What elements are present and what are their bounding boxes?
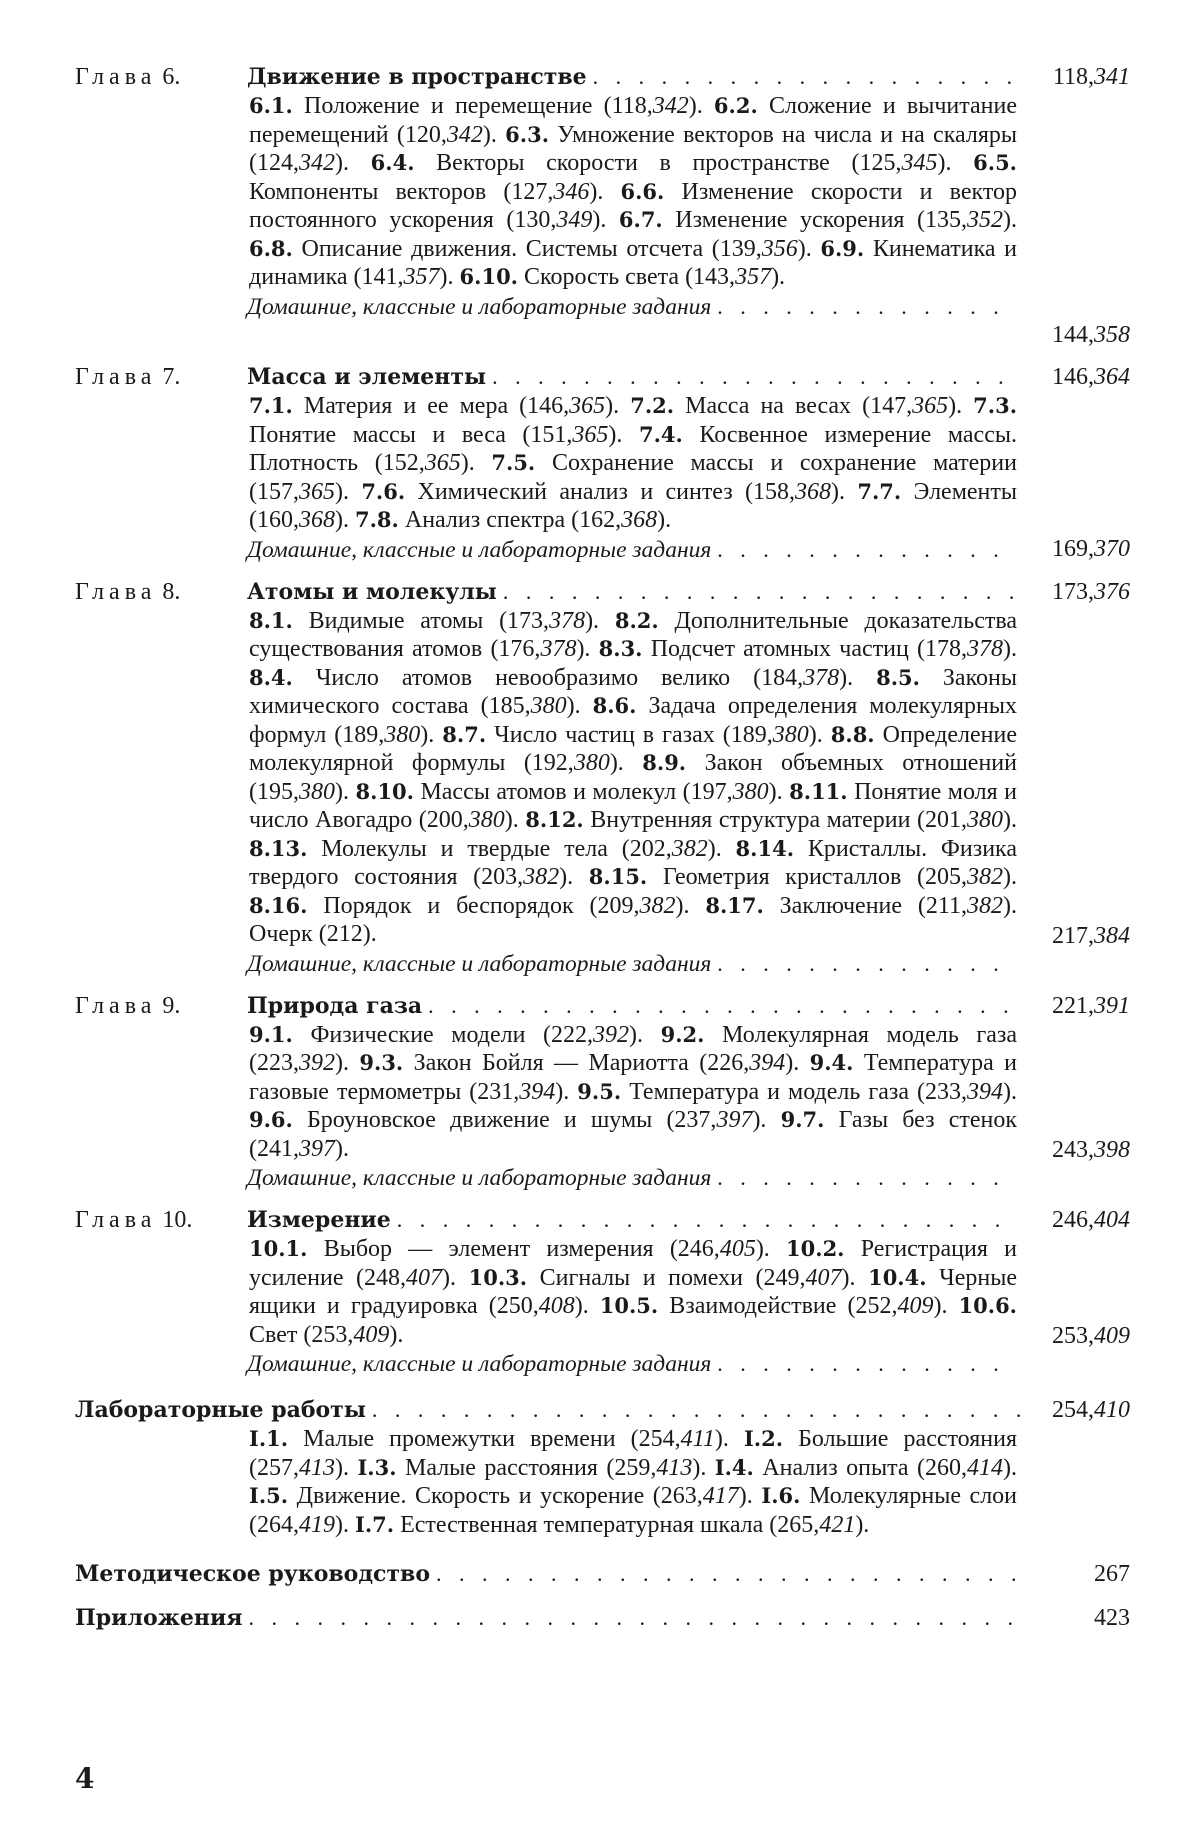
chapter-word: Глава	[75, 64, 157, 90]
homework-pages: 169,370	[1052, 536, 1130, 562]
chapter-word: Глава	[75, 578, 157, 605]
lab-works-section	[75, 1395, 1130, 1539]
leader-dots	[717, 1349, 1017, 1379]
chapter-pages: 221,391	[1052, 992, 1130, 1019]
table-of-contents	[75, 62, 1130, 1633]
lab-works-pages: 254,410	[1052, 1397, 1130, 1423]
chapter-label	[75, 1205, 247, 1235]
chapter-title[interactable]: Измерение	[247, 1207, 391, 1233]
homework-title[interactable]: Домашние, классные и лабораторные задания	[247, 1351, 712, 1377]
chapter-contents: 9.1. Физические модели (222,392). 9.2. Молекулярная модель газа (223,392). 9.3. Закон Бойля — Мариотта (226,394). 9.4. Температура и газовые термометры (231,394). 9.5. Температура и модель газа (233,394). 9.6. Броуновское движение и шумы (237,397). 9.7. Газы без стенок (241,397).	[249, 1021, 1018, 1162]
homework-pages: 144,358	[1052, 322, 1130, 348]
chapter-word: Глава	[75, 1207, 157, 1233]
page-number: 4	[75, 1762, 95, 1795]
homework-pages: 243,398	[1052, 1136, 1130, 1163]
chapter-label	[75, 577, 247, 607]
chapter-number: 6.	[162, 64, 181, 90]
chapter-9	[75, 991, 1130, 1194]
chapter-number: 9.	[162, 992, 181, 1019]
leader-dots	[492, 362, 1017, 392]
lab-works-contents: I.1. Малые промежутки времени (254,411). I.2. Большие расстояния (257,413). I.3. Малые расстояния (259,413). I.4. Анализ опыта (260,414). I.5. Движение. Скорость и ускорение (263,417). I.6. Молекулярные слои (264,419). I.7. Естественная температурная шкала (265,421).	[249, 1426, 1018, 1538]
appendix-section	[75, 1603, 1130, 1633]
chapter-contents: 10.1. Выбор — элемент измерения (246,405). 10.2. Регистрация и усиление (248,407). 10.3. Сигналы и помехи (249,407). 10.4. Черные ящики и градуировка (250,408). 10.5. Взаимодействие (252,409). 10.6. Свет (253,409).	[249, 1236, 1017, 1348]
homework-title[interactable]: Домашние, классные и лабораторные задания	[247, 1165, 712, 1191]
leader-dots	[717, 292, 1017, 322]
method-section	[75, 1559, 1130, 1589]
chapter-contents: 8.1. Видимые атомы (173,378). 8.2. Дополнительные доказательства существования атомов (176,378). 8.3. Подсчет атомных частиц (178,378). 8.4. Число атомов невообразимо велико (184,378). 8.5. Законы химического состава (185,380). 8.6. Задача определения молекулярных формул (189,380). 8.7. Число частиц в газах (189,380). 8.8. Определение молекулярной формулы (192,380). 8.9. Закон объемных отношений (195,380). 8.10. Массы атомов и молекул (197,380). 8.11. Понятие моля и число Авогадро (200,380). 8.12. Внутренняя структура материи (201,380). 8.13. Молекулы и твердые тела (202,382). 8.14. Кристаллы. Физика твердого состояния (203,382). 8.15. Геометрия кристаллов (205,382). 8.16. Порядок и беспорядок (209,382). 8.17. Заключение (211,382). Очерк (212).	[249, 607, 1018, 947]
chapter-word: Глава	[75, 992, 157, 1019]
chapter-title[interactable]: Движение в пространстве	[247, 64, 587, 90]
chapter-8	[75, 577, 1130, 979]
chapter-pages: 246,404	[1052, 1207, 1130, 1233]
chapter-contents: 6.1. Положение и перемещение (118,342). 6.2. Сложение и вычитание перемещений (120,342). 6.3. Умножение векторов на числа и на скаляры (124,342). 6.4. Векторы скорости в пространстве (125,345). 6.5. Компоненты векторов (127,346). 6.6. Изменение скорости и вектор постоянного ускорения (130,349). 6.7. Изменение ускорения (135,352). 6.8. Описание движения. Системы отсчета (139,356). 6.9. Кинематика и динамика (141,357). 6.10. Скорость света (143,357).	[249, 93, 1018, 290]
leader-dots	[372, 1395, 1020, 1425]
homework-title[interactable]: Домашние, классные и лабораторные задания	[247, 950, 712, 977]
chapter-title[interactable]: Масса и элементы	[247, 364, 487, 390]
homework-title[interactable]: Домашние, классные и лабораторные задания	[247, 536, 712, 563]
chapter-pages: 173,376	[1052, 578, 1130, 605]
chapter-10	[75, 1205, 1130, 1379]
leader-dots	[717, 1163, 1017, 1193]
lab-works-title[interactable]: Лабораторные работы	[75, 1397, 366, 1423]
chapter-label	[75, 62, 247, 92]
chapter-title[interactable]: Природа газа	[247, 992, 423, 1019]
chapter-7	[75, 362, 1130, 565]
chapter-number: 10.	[162, 1207, 193, 1233]
leader-dots	[249, 1603, 1020, 1633]
leader-dots	[717, 535, 1017, 565]
method-page: 267	[1094, 1561, 1130, 1587]
chapter-pages: 146,364	[1052, 364, 1130, 390]
leader-dots	[593, 62, 1017, 92]
appendix-page: 423	[1094, 1605, 1130, 1631]
chapter-label	[75, 991, 247, 1021]
chapter-label	[75, 362, 247, 392]
chapter-6	[75, 62, 1130, 350]
chapter-contents: 7.1. Материя и ее мера (146,365). 7.2. Масса на весах (147,365). 7.3. Понятие массы и веса (151,365). 7.4. Косвенное измерение массы. Плотность (152,365). 7.5. Сохранение массы и сохранение материи (157,365). 7.6. Химический анализ и синтез (158,368). 7.7. Элементы (160,368). 7.8. Анализ спектра (162,368).	[249, 393, 1018, 533]
appendix-title[interactable]: Приложения	[75, 1605, 243, 1631]
leader-dots	[503, 577, 1017, 607]
chapter-pages: 118,341	[1052, 64, 1130, 90]
leader-dots	[436, 1559, 1020, 1589]
homework-pages: 217,384	[1052, 922, 1130, 949]
method-title[interactable]: Методическое руководство	[75, 1561, 430, 1587]
leader-dots	[397, 1205, 1017, 1235]
chapter-title[interactable]: Атомы и молекулы	[247, 578, 497, 605]
chapter-number: 7.	[162, 364, 181, 390]
homework-pages: 253,409	[1052, 1323, 1130, 1349]
chapter-word: Глава	[75, 364, 157, 390]
homework-title[interactable]: Домашние, классные и лабораторные задания	[247, 293, 712, 320]
leader-dots	[428, 991, 1017, 1021]
chapter-number: 8.	[162, 578, 181, 605]
leader-dots	[717, 949, 1017, 979]
